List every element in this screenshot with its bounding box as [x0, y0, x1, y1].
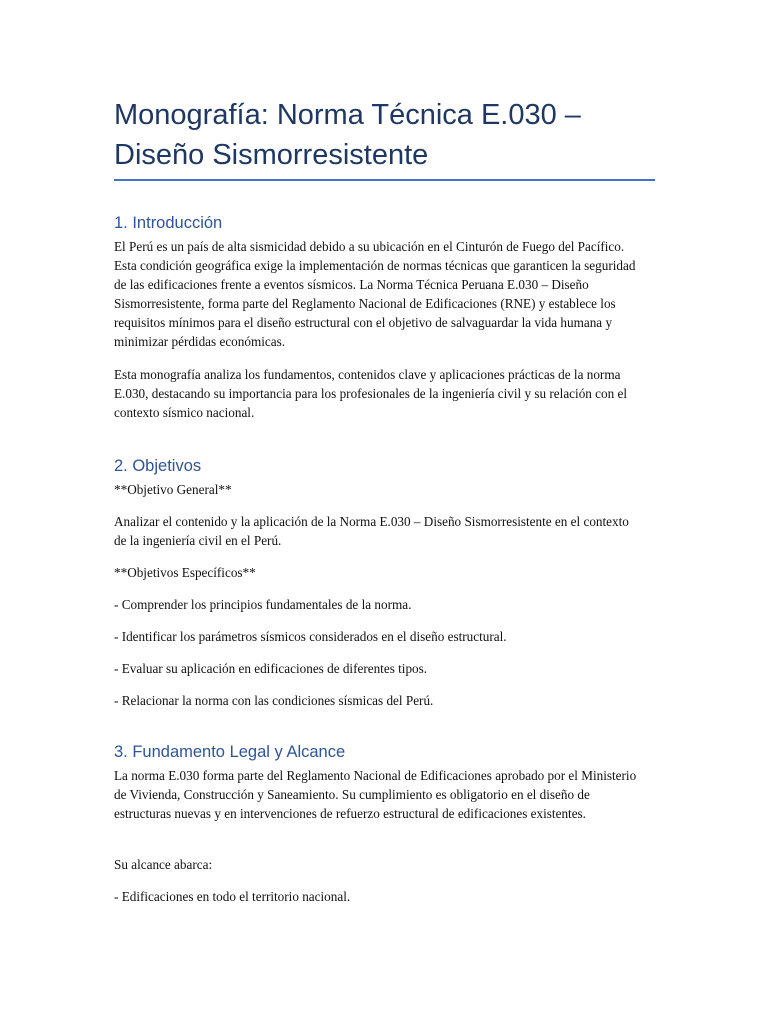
- section-heading-fundamento-legal: 3. Fundamento Legal y Alcance: [114, 743, 346, 761]
- alcance-label: Su alcance abarca:: [114, 857, 213, 872]
- objetivo-general-label: **Objetivo General**: [114, 482, 232, 497]
- objetivos-especificos-label: **Objetivos Específicos**: [114, 565, 256, 580]
- list-item: - Evaluar su aplicación en edificaciones de diferentes tipos.: [114, 661, 428, 676]
- section-heading-introduccion: 1. Introducción: [114, 214, 223, 232]
- introduccion-paragraph-2: Esta monografía analiza los fundamentos, contenidos clave y aplicaciones prácticas de la norma E.030, destacando su importancia para los profesionales de la ingeniería civil y su relación con el contexto sísmico nacional.: [114, 367, 628, 420]
- objetivo-general-text: Analizar el contenido y la aplicación de la Norma E.030 – Diseño Sismorresistente en el contexto de la ingeniería civil en el Perú.: [114, 514, 629, 548]
- list-item: - Edificaciones en todo el territorio nacional.: [114, 889, 351, 904]
- fundamento-legal-paragraph: La norma E.030 forma parte del Reglamento Nacional de Edificaciones aprobado por el Ministerio de Vivienda, Construcción y Saneamiento. Su cumplimiento es obligatorio en el diseño de estructuras nuevas y en intervenciones de refuerzo estructural de edificaciones existentes.: [114, 768, 637, 821]
- list-item: - Identificar los parámetros sísmicos considerados en el diseño estructural.: [114, 629, 507, 644]
- list-item: - Comprender los principios fundamentales de la norma.: [114, 597, 412, 612]
- introduccion-paragraph-1: El Perú es un país de alta sismicidad debido a su ubicación en el Cinturón de Fuego del Pacífico. Esta condición geográfica exige la implementación de normas técnicas que garanticen la seguridad de las edificaciones frente a eventos sísmicos. La Norma Técnica Peruana E.030 – Diseño Sismorresistente, forma parte del Reglamento Nacional de Edificaciones (RNE) y establece los requisitos mínimos para el diseño estructural con el objetivo de salvaguardar la vida humana y minimizar pérdidas económicas.: [114, 239, 636, 349]
- list-item: - Relacionar la norma con las condiciones sísmicas del Perú.: [114, 693, 434, 708]
- title-underline: [114, 179, 655, 181]
- document-title: Monografía: Norma Técnica E.030 – Diseño Sismorresistente: [114, 99, 581, 171]
- section-heading-objetivos: 2. Objetivos: [114, 457, 202, 475]
